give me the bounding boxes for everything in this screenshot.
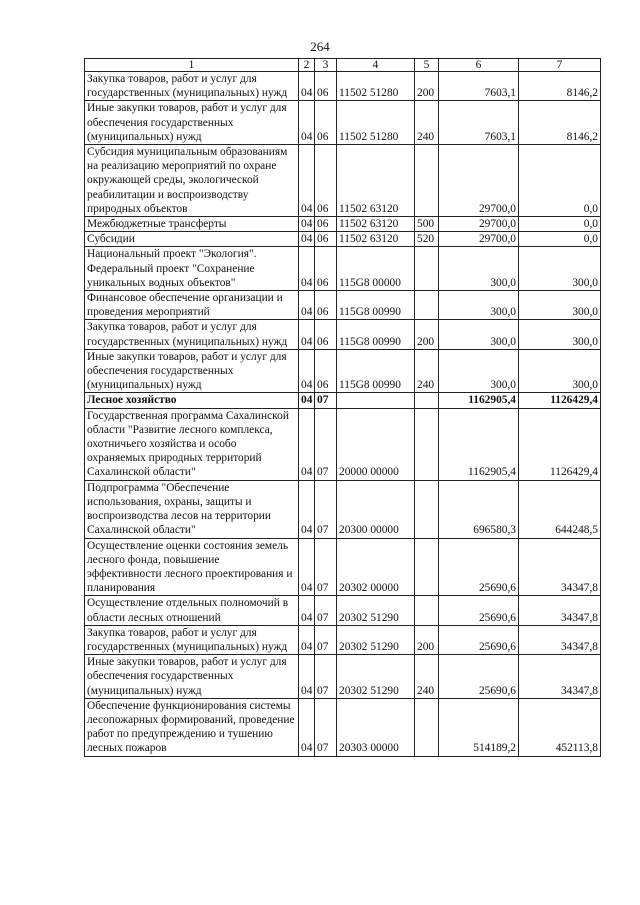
target-article-cell: 115G8 00990 bbox=[337, 291, 415, 320]
amount-col7-cell: 34347,8 bbox=[519, 625, 601, 654]
table-row bbox=[85, 145, 601, 217]
target-article-cell: 115G8 00000 bbox=[337, 247, 415, 291]
section-code-cell: 04 bbox=[299, 480, 315, 538]
row-name-cell: Закупка товаров, работ и услуг для государственных (муниципальных) нужд bbox=[85, 320, 299, 349]
expense-type-cell bbox=[415, 393, 439, 408]
row-name-cell: Иные закупки товаров, работ и услуг для обеспечения государственных (муниципальных) нужд bbox=[85, 349, 299, 393]
target-article-cell: 115G8 00990 bbox=[337, 320, 415, 349]
amount-col7-cell: 300,0 bbox=[519, 291, 601, 320]
section-code-cell: 04 bbox=[299, 393, 315, 408]
expense-type-cell bbox=[415, 408, 439, 480]
section-code-cell: 04 bbox=[299, 538, 315, 596]
amount-col6-cell: 25690,6 bbox=[439, 596, 519, 625]
section-code-cell: 04 bbox=[299, 291, 315, 320]
amount-col6-cell: 1162905,4 bbox=[439, 408, 519, 480]
amount-col7-cell: 8146,2 bbox=[519, 101, 601, 145]
subsection-code-cell: 07 bbox=[315, 408, 337, 480]
expense-type-cell bbox=[415, 596, 439, 625]
table-row bbox=[85, 538, 601, 596]
amount-col7-cell: 1126429,4 bbox=[519, 393, 601, 408]
amount-col6-cell: 696580,3 bbox=[439, 480, 519, 538]
amount-col7-cell: 452113,8 bbox=[519, 698, 601, 756]
amount-col7-cell: 34347,8 bbox=[519, 596, 601, 625]
header-row bbox=[85, 59, 601, 72]
section-code-cell: 04 bbox=[299, 72, 315, 101]
amount-col6-cell: 300,0 bbox=[439, 291, 519, 320]
table-row bbox=[85, 349, 601, 393]
column-header: 1 bbox=[85, 59, 299, 72]
amount-col6-cell: 7603,1 bbox=[439, 72, 519, 101]
column-header: 5 bbox=[415, 59, 439, 72]
amount-col7-cell: 8146,2 bbox=[519, 72, 601, 101]
section-code-cell: 04 bbox=[299, 101, 315, 145]
subsection-code-cell: 07 bbox=[315, 393, 337, 408]
column-header: 7 bbox=[519, 59, 601, 72]
row-name-cell: Субсидии bbox=[85, 232, 299, 247]
target-article-cell: 11502 63120 bbox=[337, 217, 415, 232]
target-article-cell: 20302 51290 bbox=[337, 655, 415, 699]
target-article-cell: 11502 63120 bbox=[337, 232, 415, 247]
expense-type-cell bbox=[415, 247, 439, 291]
subsection-code-cell: 06 bbox=[315, 101, 337, 145]
section-code-cell: 04 bbox=[299, 596, 315, 625]
subsection-code-cell: 07 bbox=[315, 655, 337, 699]
amount-col7-cell: 300,0 bbox=[519, 320, 601, 349]
section-code-cell: 04 bbox=[299, 217, 315, 232]
section-code-cell: 04 bbox=[299, 232, 315, 247]
expense-type-cell: 240 bbox=[415, 349, 439, 393]
expense-type-cell: 240 bbox=[415, 655, 439, 699]
row-name-cell: Иные закупки товаров, работ и услуг для обеспечения государственных (муниципальных) нужд bbox=[85, 101, 299, 145]
column-header: 6 bbox=[439, 59, 519, 72]
section-code-cell: 04 bbox=[299, 625, 315, 654]
amount-col7-cell: 644248,5 bbox=[519, 480, 601, 538]
target-article-cell: 11502 63120 bbox=[337, 145, 415, 217]
amount-col7-cell: 0,0 bbox=[519, 145, 601, 217]
row-name-cell: Национальный проект "Экология". Федеральный проект "Сохранение уникальных водных объектов" bbox=[85, 247, 299, 291]
table-row bbox=[85, 480, 601, 538]
amount-col7-cell: 1126429,4 bbox=[519, 408, 601, 480]
amount-col6-cell: 25690,6 bbox=[439, 538, 519, 596]
amount-col7-cell: 0,0 bbox=[519, 232, 601, 247]
amount-col6-cell: 300,0 bbox=[439, 349, 519, 393]
expense-type-cell bbox=[415, 698, 439, 756]
subsection-code-cell: 06 bbox=[315, 247, 337, 291]
amount-col7-cell: 300,0 bbox=[519, 349, 601, 393]
table-row bbox=[85, 232, 601, 247]
amount-col7-cell: 34347,8 bbox=[519, 655, 601, 699]
subsection-code-cell: 06 bbox=[315, 217, 337, 232]
subsection-code-cell: 07 bbox=[315, 538, 337, 596]
subsection-code-cell: 06 bbox=[315, 291, 337, 320]
expense-type-cell bbox=[415, 480, 439, 538]
amount-col6-cell: 1162905,4 bbox=[439, 393, 519, 408]
amount-col6-cell: 25690,6 bbox=[439, 625, 519, 654]
table-row bbox=[85, 320, 601, 349]
expense-type-cell: 200 bbox=[415, 72, 439, 101]
row-name-cell: Закупка товаров, работ и услуг для государственных (муниципальных) нужд bbox=[85, 72, 299, 101]
table-row bbox=[85, 393, 601, 408]
section-code-cell: 04 bbox=[299, 698, 315, 756]
subsection-code-cell: 06 bbox=[315, 145, 337, 217]
subsection-code-cell: 07 bbox=[315, 480, 337, 538]
target-article-cell: 20300 00000 bbox=[337, 480, 415, 538]
target-article-cell: 20000 00000 bbox=[337, 408, 415, 480]
table-row bbox=[85, 217, 601, 232]
budget-table bbox=[84, 58, 601, 757]
expense-type-cell bbox=[415, 145, 439, 217]
amount-col6-cell: 29700,0 bbox=[439, 145, 519, 217]
expense-type-cell bbox=[415, 291, 439, 320]
expense-type-cell: 500 bbox=[415, 217, 439, 232]
table-row bbox=[85, 596, 601, 625]
amount-col6-cell: 300,0 bbox=[439, 320, 519, 349]
subsection-code-cell: 06 bbox=[315, 320, 337, 349]
section-code-cell: 04 bbox=[299, 349, 315, 393]
subsection-code-cell: 06 bbox=[315, 349, 337, 393]
target-article-cell: 20302 51290 bbox=[337, 596, 415, 625]
row-name-cell: Обеспечение функционирования системы лесопожарных формирований, проведение работ по предупреждению и тушению лесных пожаров bbox=[85, 698, 299, 756]
table-row bbox=[85, 291, 601, 320]
column-header: 3 bbox=[315, 59, 337, 72]
amount-col7-cell: 0,0 bbox=[519, 217, 601, 232]
subsection-code-cell: 07 bbox=[315, 625, 337, 654]
column-header: 2 bbox=[299, 59, 315, 72]
section-code-cell: 04 bbox=[299, 655, 315, 699]
row-name-cell: Иные закупки товаров, работ и услуг для обеспечения государственных (муниципальных) нужд bbox=[85, 655, 299, 699]
amount-col6-cell: 29700,0 bbox=[439, 217, 519, 232]
row-name-cell: Подпрограмма "Обеспечение использования, охраны, защиты и воспроизводства лесов на территории Сахалинской области" bbox=[85, 480, 299, 538]
amount-col7-cell: 300,0 bbox=[519, 247, 601, 291]
expense-type-cell: 200 bbox=[415, 320, 439, 349]
expense-type-cell: 520 bbox=[415, 232, 439, 247]
section-code-cell: 04 bbox=[299, 247, 315, 291]
row-name-cell: Межбюджетные трансферты bbox=[85, 217, 299, 232]
table-row bbox=[85, 101, 601, 145]
amount-col6-cell: 300,0 bbox=[439, 247, 519, 291]
table-row bbox=[85, 655, 601, 699]
subsection-code-cell: 07 bbox=[315, 698, 337, 756]
section-code-cell: 04 bbox=[299, 145, 315, 217]
amount-col6-cell: 514189,2 bbox=[439, 698, 519, 756]
table-row bbox=[85, 247, 601, 291]
target-article-cell bbox=[337, 393, 415, 408]
amount-col6-cell: 25690,6 bbox=[439, 655, 519, 699]
target-article-cell: 11502 51280 bbox=[337, 72, 415, 101]
table-row bbox=[85, 698, 601, 756]
subsection-code-cell: 06 bbox=[315, 232, 337, 247]
expense-type-cell: 240 bbox=[415, 101, 439, 145]
amount-col6-cell: 7603,1 bbox=[439, 101, 519, 145]
target-article-cell: 11502 51280 bbox=[337, 101, 415, 145]
page-number: 264 bbox=[310, 39, 330, 54]
target-article-cell: 20302 00000 bbox=[337, 538, 415, 596]
row-name-cell: Субсидия муниципальным образованиям на реализацию мероприятий по охране окружающей среды, экологической реабилитации и воспроизводству природных объектов bbox=[85, 145, 299, 217]
amount-col6-cell: 29700,0 bbox=[439, 232, 519, 247]
expense-type-cell bbox=[415, 538, 439, 596]
section-code-cell: 04 bbox=[299, 320, 315, 349]
table-row bbox=[85, 625, 601, 654]
target-article-cell: 20302 51290 bbox=[337, 625, 415, 654]
row-name-cell: Осуществление отдельных полномочий в области лесных отношений bbox=[85, 596, 299, 625]
subsection-code-cell: 07 bbox=[315, 596, 337, 625]
row-name-cell: Финансовое обеспечение организации и проведения мероприятий bbox=[85, 291, 299, 320]
row-name-cell: Осуществление оценки состояния земель лесного фонда, повышение эффективности лесного проектирования и планирования bbox=[85, 538, 299, 596]
target-article-cell: 115G8 00990 bbox=[337, 349, 415, 393]
subsection-code-cell: 06 bbox=[315, 72, 337, 101]
row-name-cell: Лесное хозяйство bbox=[85, 393, 299, 408]
amount-col7-cell: 34347,8 bbox=[519, 538, 601, 596]
target-article-cell: 20303 00000 bbox=[337, 698, 415, 756]
column-header: 4 bbox=[337, 59, 415, 72]
row-name-cell: Закупка товаров, работ и услуг для государственных (муниципальных) нужд bbox=[85, 625, 299, 654]
table-row bbox=[85, 72, 601, 101]
section-code-cell: 04 bbox=[299, 408, 315, 480]
row-name-cell: Государственная программа Сахалинской области "Развитие лесного комплекса, охотничьего хозяйства и особо охраняемых природных территорий Сахалинской области" bbox=[85, 408, 299, 480]
table-row bbox=[85, 408, 601, 480]
expense-type-cell: 200 bbox=[415, 625, 439, 654]
